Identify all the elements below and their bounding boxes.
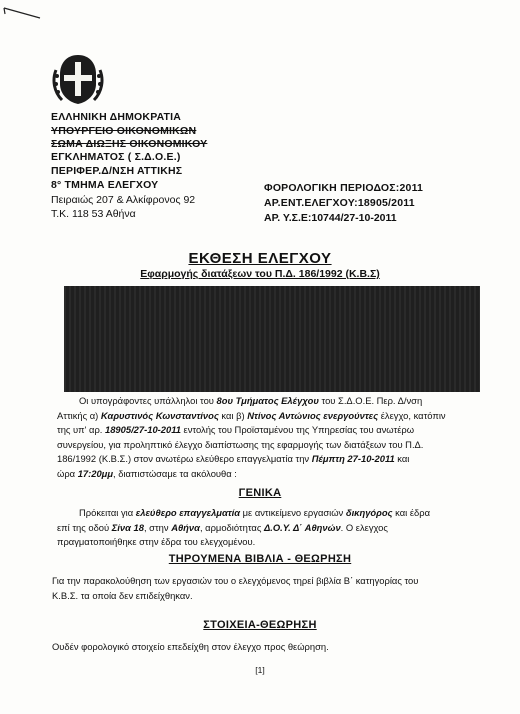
header-ministry: ΥΠΟΥΡΓΕΙΟ ΟΙΚΟΝΟΜΙΚΩΝ [51,125,197,137]
header-address: Πειραιώς 207 & Αλκίφρονος 92 [51,194,196,206]
intro-line-6: ώρα 17:20μμ, διαπιστώσαμε τα ακόλουθα : [57,467,237,479]
header-sdoe-1: ΣΩΜΑ ΔΙΩΞΗΣ ΟΙΚΟΝΟΜΙΚΟΥ [51,138,208,150]
general-line-1: Πρόκειται για ελεύθερο επαγγελματία με αντικείμενο εργασιών δικηγόρος και έδρα [79,507,430,518]
books-line-1: Για την παρακολούθηση των εργασιών του ο ελεγχόμενος τηρεί βιβλία Β΄ κατηγορίας του [52,575,419,586]
section-general-heading: ΓΕΝΙΚΑ [238,487,282,499]
yse-number: ΑΡ. Υ.Σ.Ε:10744/27-10-2011 [264,212,397,224]
intro-line-5: 186/1992 (Κ.Β.Σ.) στον ανωτέρω ελεύθερο επαγγελματία την Πέμπτη 27-10-2011 και [57,453,410,464]
section-general-body [57,506,484,550]
intro-line-4: συνεργείου, για προληπτικό έλεγχο διαπίστωσης της εφαρμογής των διατάξεων του Π.Δ. [57,438,424,450]
intro-paragraph [57,394,484,481]
general-line-2: επί της οδού Σίνα 18, στην Αθήνα, αρμοδιότητας Δ.Ο.Υ. Δ΄ Αθηνών. Ο ελεγχος [57,521,388,533]
header-postcode: Τ.Κ. 118 53 Αθήνα [51,208,136,220]
page-number: [1] [255,665,265,675]
document-title: ΕΚΘΕΣΗ ΕΛΕΓΧΟΥ [188,250,332,267]
audit-entry-number: ΑΡ.ΕΝΤ.ΕΛΕΓΧΟΥ:18905/2011 [264,197,415,209]
intro-line-1: Οι υπογράφοντες υπάλληλοι του 8ου Τμήματος Ελέγχου του Σ.Δ.Ο.Ε. Περ. Δ/νση [79,395,423,406]
header-department: 8° ΤΜΗΜΑ ΕΛΕΓΧΟΥ [51,179,159,191]
header-sdoe-2: ΕΓΚΛΗΜΑΤΟΣ ( Σ.Δ.Ο.Ε.) [51,151,181,163]
intro-line-2: Αττικής α) Καρυστινός Κωνσταντίνος και β) Ντίνος Αντώνιος ενεργούντες έλεγχο, κατόπιν [57,409,446,421]
redacted-block [64,286,480,392]
section-data-heading: ΣΤΟΙΧΕΙΑ-ΘΕΩΡΗΣΗ [203,619,317,631]
intro-line-3: της υπ' αρ. 18905/27-10-2011 εντολής του Προϊσταμένου της Υπηρεσίας του ανωτέρω [57,424,415,435]
section-books-heading: ΤΗΡΟΥΜΕΝΑ ΒΙΒΛΙΑ - ΘΕΩΡΗΣΗ [168,553,352,565]
pen-stroke-mark-icon [2,4,42,20]
section-books-body [52,574,486,603]
document-subtitle: Εφαρμογής διατάξεων του Π.Δ. 186/1992 (Κ.Β.Σ) [140,268,380,280]
books-line-2: Κ.Β.Σ. τα οποία δεν επιδείχθηκαν. [52,589,193,601]
tax-period: ΦΟΡΟΛΟΓΙΚΗ ΠΕΡΙΟΔΟΣ:2011 [264,182,424,194]
header-directorate: ΠΕΡΙΦΕΡ.Δ/ΝΣΗ ΑΤΤΙΚΗΣ [51,165,183,177]
header-republic: ΕΛΛΗΝΙΚΗ ΔΗΜΟΚΡΑΤΙΑ [51,111,182,123]
section-data-body [52,640,486,655]
greek-coat-of-arms-icon [52,52,104,106]
general-line-3: πραγματοποιήθηκε στην έδρα του ελεγχομένου. [57,536,256,547]
data-line-1: Ουδέν φορολογικό στοιχείο επεδείχθη στον έλεγχο προς θεώρηση. [52,641,329,652]
